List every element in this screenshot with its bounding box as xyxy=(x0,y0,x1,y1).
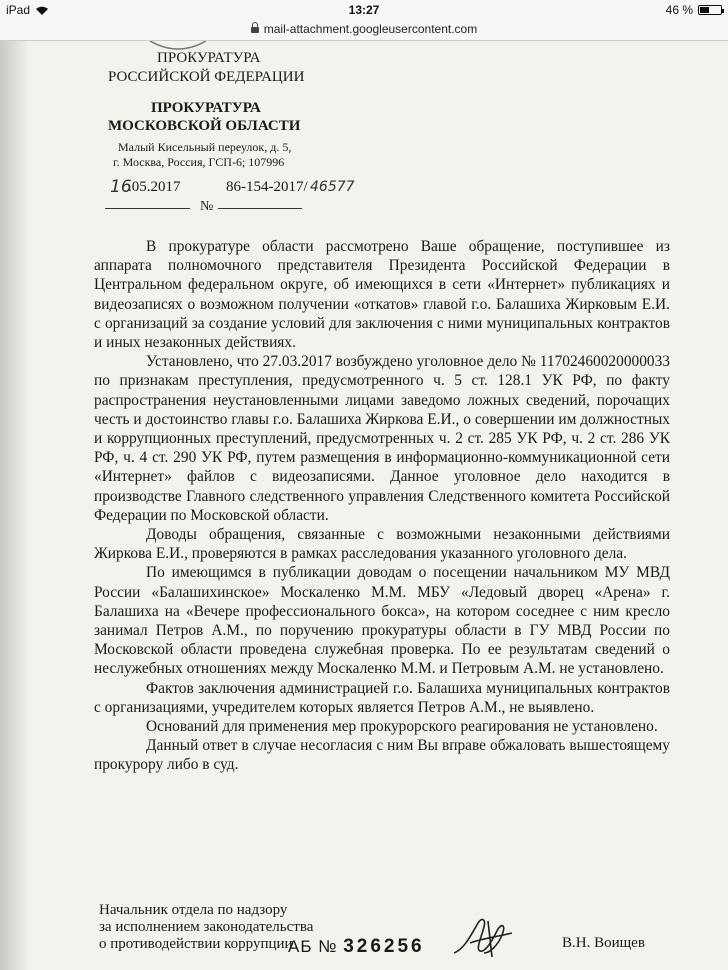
signer-title-2: за исполнением законодательства xyxy=(99,919,314,935)
signer-title-3: о противодействии коррупции xyxy=(99,936,293,952)
paragraph: Установлено, что 27.03.2017 возбуждено уголовное дело № 11702460020000033 по признакам преступления, предусмотренного ч. 5 ст. 128.1 УК РФ, по факту распространения неустановленными лицами заведомо ложных сведений, порочащих честь и достоинство главы г.о. Балашиха Жиркова Е.И., о совершении им должностных и коррупционных преступлений, предусмотренных ч. 2 ст. 285 УК РФ, ч. 2 ст. 286 УК РФ, ч. 4 ст. 290 УК РФ, путем размещения в информационно-коммуникационной сети «Интернет» файлов с видеозаписями. Данное уголовное дело находится в производстве Главного следственного управления Следственного комитета Российской Федерации по Московской области. xyxy=(94,353,670,524)
form-serial xyxy=(288,936,425,958)
org-name-regional: ПРОКУРАТУРА xyxy=(151,100,261,116)
form-series: АБ № xyxy=(288,937,338,956)
paragraph: Доводы обращения, связанные с возможными незаконными действиями Жиркова Е.И., проверяются в рамках расследования указанного уголовного дела. xyxy=(94,526,670,563)
address-line-2: г. Москва, Россия, ГСП-6; 107996 xyxy=(113,155,285,169)
address-line-1: Малый Кисельный переулок, д. 5, xyxy=(118,140,292,154)
address-bar[interactable] xyxy=(0,20,728,41)
number-underline xyxy=(218,208,302,209)
date-printed: .05.2017 xyxy=(128,179,181,195)
clock: 13:27 xyxy=(348,3,380,17)
battery-level xyxy=(700,7,709,13)
org-name-federal-2: РОССИЙСКОЙ ФЕДЕРАЦИИ xyxy=(108,69,305,85)
number-sign: № xyxy=(200,199,214,214)
battery-percent: 46 % xyxy=(665,3,693,17)
signer-name: В.Н. Воищев xyxy=(562,935,645,951)
letter-body xyxy=(94,237,670,775)
date-underline xyxy=(105,208,190,209)
form-number: 326256 xyxy=(343,936,425,957)
status-bar xyxy=(0,0,728,20)
registration-handwritten: 46577 xyxy=(310,179,355,195)
device-name: iPad xyxy=(6,3,31,17)
paragraph: По имеющимся в публикации доводам о посещении начальником МУ МВД России «Балашихинское» Москаленко М.М. МБУ «Ледовый дворец «Арена» г. Балашиха на «Вечере профессионального бокса», на котором соседнее с ним кресло занимал Петров А.М., по поручению прокуратуры области в ГУ МВД России по Московской области проведена служебная проверка. По ее результатам сведений о неслужебных отношениях между Москаленко М.М. и Петровым А.М. не установлено. xyxy=(94,564,670,678)
paragraph: Оснований для применения мер прокурорского реагирования не установлено. xyxy=(146,718,658,736)
battery-icon xyxy=(698,5,722,15)
signer-title-1: Начальник отдела по надзору xyxy=(99,902,288,918)
paragraph: В прокуратуре области рассмотрено Ваше обращение, поступившее из аппарата полномочного представителя Президента Российской Федерации в Центральном федеральном округе, об имеющихся в сети «Интернет» публикациях и видеозаписях о возможном получении «откатов» главой г.о. Балашиха Жирковым Е.И. с организаций за создание условий для заключения с ними муниципальных контрактов и иных незаконных действиях. xyxy=(94,238,670,352)
date-handwritten: 16 xyxy=(110,177,132,197)
registration-number: 86-154-2017/ xyxy=(226,179,308,195)
org-name-federal: ПРОКУРАТУРА xyxy=(157,50,261,66)
paragraph: Фактов заключения администрацией г.о. Балашиха муниципальных контрактов с организациями, учредителем которых является Петров А.М., не выявлено. xyxy=(94,679,670,716)
lock-icon xyxy=(251,27,259,33)
document-page xyxy=(0,41,728,970)
org-name-regional-2: МОСКОВСКОЙ ОБЛАСТИ xyxy=(108,118,301,134)
url-text: mail-attachment.googleusercontent.com xyxy=(263,22,478,36)
signature-icon xyxy=(450,913,520,961)
paragraph: Данный ответ в случае несогласия с ним Вы вправе обжаловать вышестоящему прокурору либо в суд. xyxy=(94,737,670,774)
